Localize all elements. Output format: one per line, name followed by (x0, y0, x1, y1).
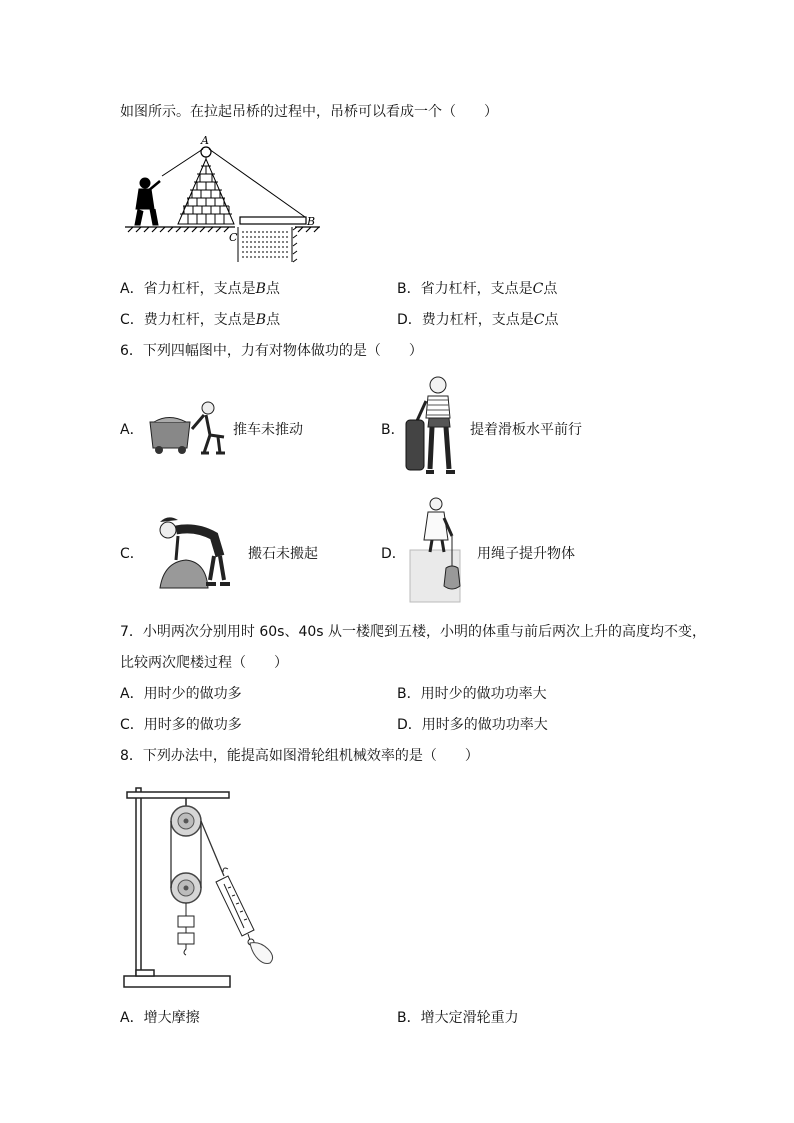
fixed-pulley (171, 806, 201, 836)
q5-option-c: C．费力杠杆，支点是B点 (120, 312, 281, 328)
pushing-cart-figure (146, 398, 232, 460)
bridge-plank (240, 217, 306, 224)
moat (238, 227, 297, 262)
drawbridge-figure (120, 134, 330, 266)
q6-option-a-letter: A． (120, 422, 144, 438)
pulley-a (201, 147, 211, 157)
q7-option-b: B．用时少的做功功率大 (397, 686, 547, 702)
ropes (162, 149, 305, 217)
brick-tower (178, 159, 234, 224)
pulley-system-figure (120, 778, 280, 996)
label-b: B (307, 215, 316, 228)
q7-option-d: D．用时多的做功功率大 (397, 717, 548, 733)
q7-stem-line2: 比较两次爬楼过程（ ） (120, 655, 288, 671)
carrying-skateboard-figure (402, 376, 464, 484)
q5-option-d: D．费力杠杆，支点是C点 (397, 312, 559, 328)
q5-option-a: A．省力杠杆，支点是B点 (120, 281, 280, 297)
q6-option-c-letter: C． (120, 546, 144, 562)
q6-option-b-caption: 提着滑板水平前行 (470, 422, 582, 438)
q8-option-b: B．增大定滑轮重力 (397, 1010, 519, 1026)
q6-option-d-letter: D． (381, 546, 406, 562)
label-c: C (229, 231, 238, 244)
person-pulling (135, 178, 160, 225)
ground (125, 227, 320, 232)
q7-option-a: A．用时少的做功多 (120, 686, 242, 702)
rope-lifting-figure (406, 496, 468, 604)
q6-option-c-caption: 搬石未搬起 (248, 546, 318, 562)
q6-option-d-caption: 用绳子提升物体 (477, 546, 575, 562)
q6-option-a-caption: 推车未推动 (233, 422, 303, 438)
hanging-weights (178, 903, 194, 955)
q5-option-b: B．省力杠杆，支点是C点 (397, 281, 558, 297)
q8-stem: 8．下列办法中，能提高如图滑轮组机械效率的是（ ） (120, 748, 479, 764)
hand (250, 943, 273, 964)
q5-stem: 如图所示。在拉起吊桥的过程中，吊桥可以看成一个（ ） (120, 104, 498, 120)
q8-option-a: A．增大摩擦 (120, 1010, 200, 1026)
movable-pulley (171, 873, 201, 903)
q6-option-b-letter: B． (381, 422, 405, 438)
q6-stem: 6．下列四幅图中，力有对物体做功的是（ ） (120, 343, 423, 359)
q7-stem-line1: 7．小明两次分别用时 60s、40s 从一楼爬到五楼，小明的体重与前后两次上升的高度均不变， (120, 624, 707, 640)
q7-option-c: C．用时多的做功多 (120, 717, 242, 733)
lifting-stone-figure (148, 512, 238, 592)
label-a: A (201, 134, 209, 147)
spring-scale (216, 868, 254, 945)
